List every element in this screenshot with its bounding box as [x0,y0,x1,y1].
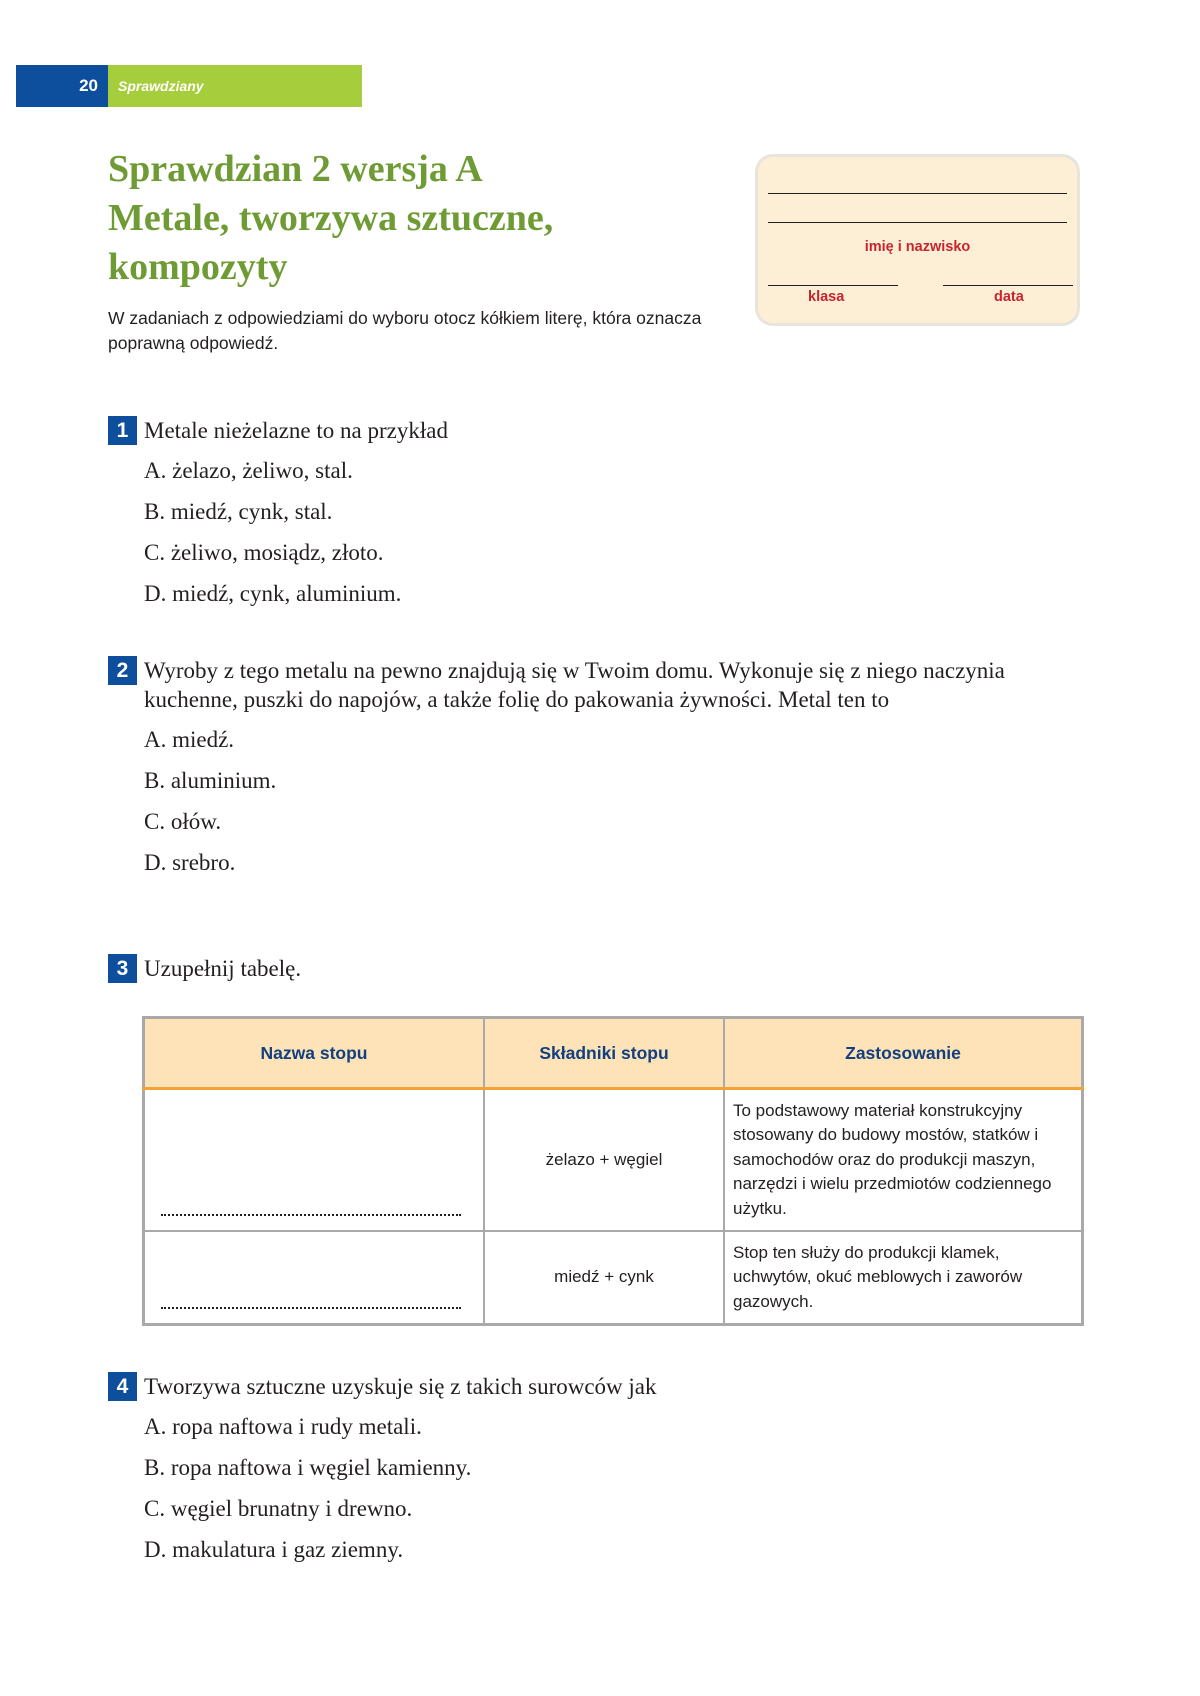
question-text: Metale nieżelazne to na przykład [144,418,448,443]
answer-option[interactable]: C. ołów. [144,809,222,834]
column-header: Składniki stopu [484,1018,724,1089]
task-question [108,416,1068,445]
date-line[interactable] [943,285,1073,286]
title-line: Metale, tworzywa sztuczne, [108,197,554,239]
table-row [144,1231,1083,1325]
answer-option[interactable]: C. żeliwo, mosiądz, złoto. [144,540,384,565]
class-line[interactable] [768,285,898,286]
task-question [108,954,1068,983]
name-line-1[interactable] [768,193,1067,194]
alloy-components: miedź + cynk [484,1231,724,1325]
column-header: Zastosowanie [724,1018,1083,1089]
answer-option[interactable]: B. aluminium. [144,768,277,793]
answer-options [108,450,1068,614]
page-number: 20 [16,65,108,107]
question-text: Wyroby z tego metalu na pewno znajdują się w Twoim domu. Wykonuje się z niego naczynia kuchenne, puszki do napojów, a także folię do pakowania żywności. Metal ten to [144,658,1005,712]
title-line: kompozyty [108,246,288,288]
answer-option[interactable]: B. ropa naftowa i węgiel kamienny. [144,1455,472,1480]
answer-option[interactable]: D. makulatura i gaz ziemny. [144,1537,404,1562]
task-number-badge: 1 [108,416,137,445]
name-line-2[interactable] [768,222,1067,223]
column-header: Nazwa stopu [144,1018,485,1089]
table-header-row [144,1018,1083,1089]
question-text: Uzupełnij tabelę. [144,956,302,981]
title-line: Sprawdzian 2 wersja A [108,148,483,190]
task-question [108,656,1068,714]
answer-options [108,719,1068,883]
alloy-table [142,1016,1084,1326]
answer-option[interactable]: A. ropa naftowa i rudy metali. [144,1414,422,1439]
answer-option[interactable]: C. węgiel brunatny i drewno. [144,1496,413,1521]
alloy-components: żelazo + węgiel [484,1089,724,1231]
answer-option[interactable]: B. miedź, cynk, stal. [144,499,333,524]
task-4 [108,1372,1068,1570]
table-row [144,1089,1083,1231]
answer-options [108,1406,1068,1570]
page-title [108,145,728,292]
name-label: imię i nazwisko [864,239,971,255]
task-number-badge: 3 [108,954,137,983]
task-2 [108,656,1068,883]
task-1 [108,416,1068,614]
task-3 [108,954,1068,983]
answer-option[interactable]: A. miedź. [144,727,235,752]
task-number-badge: 2 [108,656,137,685]
instruction-text: W zadaniach z odpowiedziami do wyboru otocz kółkiem literę, która oznacza poprawną odpowiedź. [108,308,702,353]
dotted-answer-line [161,1306,461,1309]
alloy-usage: To podstawowy materiał konstrukcyjny stosowany do budowy mostów, statków i samochodów oraz do produkcji maszyn, narzędzi i wielu przedmiotów codziennego użytku. [724,1089,1083,1231]
alloy-name-blank[interactable] [144,1089,485,1231]
student-info-box [755,154,1080,326]
dotted-answer-line [161,1213,461,1216]
answer-option[interactable]: D. srebro. [144,850,236,875]
date-label: data [994,289,1024,305]
task-question [108,1372,1068,1401]
alloy-name-blank[interactable] [144,1231,485,1325]
answer-option[interactable]: D. miedź, cynk, aluminium. [144,581,402,606]
question-text: Tworzywa sztuczne uzyskuje się z takich surowców jak [144,1374,657,1399]
section-name: Sprawdziany [108,65,362,107]
alloy-usage: Stop ten służy do produkcji klamek, uchwytów, okuć meblowych i zaworów gazowych. [724,1231,1083,1325]
task-number-badge: 4 [108,1372,137,1401]
class-label: klasa [808,289,845,305]
answer-option[interactable]: A. żelazo, żeliwo, stal. [144,458,353,483]
page-header [16,65,362,107]
